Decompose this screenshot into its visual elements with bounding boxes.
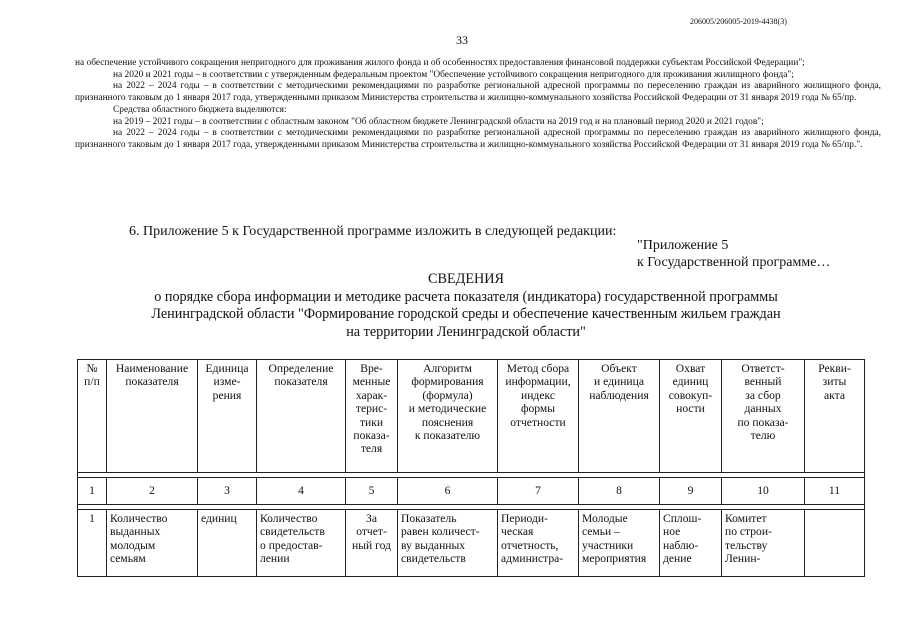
cell-text: № п/п [84,362,100,389]
cell-text: Периоди- ческая отчетность, администра- [501,512,564,566]
cell-text: 8 [616,484,622,498]
cell-text: 6 [444,484,451,498]
cell-text: Единица изме- рения [205,362,249,402]
cell-text: Сплош- ное наблю- дение [663,512,702,566]
table-cell [78,510,107,577]
table-cell [498,360,579,473]
table-cell [198,510,257,577]
title-line: о порядке сбора информации и методике расчета показателя (индикатора) государственной программы [154,288,778,305]
table-cell [722,510,805,577]
table-cell [498,478,579,505]
cell-text: 7 [535,484,541,498]
paragraph: на 2022 – 2024 годы – в соответствии с методическими рекомендациями по разработке региональной адресной программы по переселению граждан из аварийного жилищного фонда, признанного таковым до 1 января 2017 года, утвержденными приказом Министерства строительства и жилищно-коммунального хозяйства Российской Федерации от 31 января 2019 года № 65/пр.". [75,128,881,150]
table-cell [257,510,346,577]
table-header-row [78,360,865,473]
paragraph: на 2022 – 2024 годы – в соответствии с методическими рекомендациями по разработке региональной адресной программы по переселению граждан из аварийного жилищного фонда, признанного таковым до 1 января 2017 года, утвержденными приказом Министерства строительства и жилищно-коммунального хозяйства Российской Федерации от 31 января 2019 года № 65/пр. [75,81,881,104]
annex-label: "Приложение 5 [637,238,729,253]
indicator-table [77,359,865,577]
page-number: 33 [456,33,468,47]
table-cell [805,360,865,473]
cell-text: Охват единиц совокуп- ности [668,362,713,416]
cell-text: Количество выданных молодым семьям [110,512,168,566]
table-cell [722,360,805,473]
cell-text: 9 [687,484,694,498]
annex-subtitle: к Государственной программе… [637,255,831,270]
table-cell [398,510,498,577]
cell-text: Комитет по строи- тельству Ленин- [725,512,772,566]
paragraph: на обеспечение устойчивого сокращения непригодного для проживания жилого фонда и об особенностях предоставления финансовой поддержки субъектам Российской Федерации"; [75,58,805,68]
table-cell [398,478,498,505]
title-line: на территории Ленинградской области" [346,323,586,340]
cell-text: За отчет- ный год [352,512,391,552]
cell-text: 3 [224,484,230,498]
cell-text: Количество свидетельств о предостав- лении [260,512,325,566]
cell-text: Алгоритм формирования (формула) и методические пояснения к показателю [408,362,487,443]
table-cell [660,478,722,505]
table-number-row [78,478,865,505]
table-cell [257,360,346,473]
cell-text: Объект и единица наблюдения [589,362,649,402]
budget-text-block [75,58,881,152]
title-heading: СВЕДЕНИЯ [428,271,504,287]
table-cell [198,360,257,473]
cell-text: Показатель равен количест- ву выданных свидетельств [401,512,480,566]
table-cell [257,478,346,505]
table-cell [498,510,579,577]
table-cell [805,478,865,505]
table-cell [198,478,257,505]
table-cell [78,478,107,505]
table-cell [660,510,722,577]
table-cell [107,510,198,577]
table-row [78,510,865,577]
cell-text: 1 [89,512,95,525]
item-6-statement: 6. Приложение 5 к Государственной программе изложить в следующей редакции: [129,224,617,239]
cell-text: Молодые семьи – участники мероприятия [582,512,647,566]
paragraph: на 2020 и 2021 годы – в соответствии с утвержденным федеральным проектом "Обеспечение устойчивого сокращения непригодного для проживания жилищного фонда"; [113,69,794,80]
table-cell [346,478,398,505]
cell-text: 10 [757,484,769,498]
table-cell [579,360,660,473]
table-cell [107,360,198,473]
table-cell [579,510,660,577]
table-cell [346,510,398,577]
cell-text: единиц [201,512,237,525]
table-cell [346,360,398,473]
paragraph: Средства областного бюджета выделяются: [113,104,287,115]
table-cell [805,510,865,577]
table-cell [579,478,660,505]
cell-text: Наименование показателя [115,362,189,389]
table-cell [660,360,722,473]
cell-text: 11 [828,484,841,498]
cell-text: Рекви- зиты акта [818,362,851,402]
cell-text: Метод сбора информации, индекс формы отчетности [505,362,571,429]
cell-text: Ответст- венный за сбор данных по показа- телю [737,362,789,443]
cell-text: Вре- менные харак- терис- тики показа- теля [352,362,391,456]
paragraph: на 2019 – 2021 годы – в соответствии с областным законом "Об областном бюджете Ленинградской области на 2019 год и на плановый период 2020 и 2021 годов"; [113,116,764,127]
title-line: Ленинградской области "Формирование городской среды и обеспечение качественным жильем граждан [151,306,781,322]
cell-text: 1 [89,484,95,498]
table-cell [107,478,198,505]
document-title [90,271,842,341]
table-cell [78,360,107,473]
cell-text: 5 [368,484,375,498]
document-id: 206005/206005-2019-4438(3) [690,17,787,26]
table-cell [722,478,805,505]
table-cell [398,360,498,473]
cell-text: 4 [298,484,304,498]
cell-text: 2 [149,484,155,498]
cell-text: Определение показателя [268,362,334,389]
